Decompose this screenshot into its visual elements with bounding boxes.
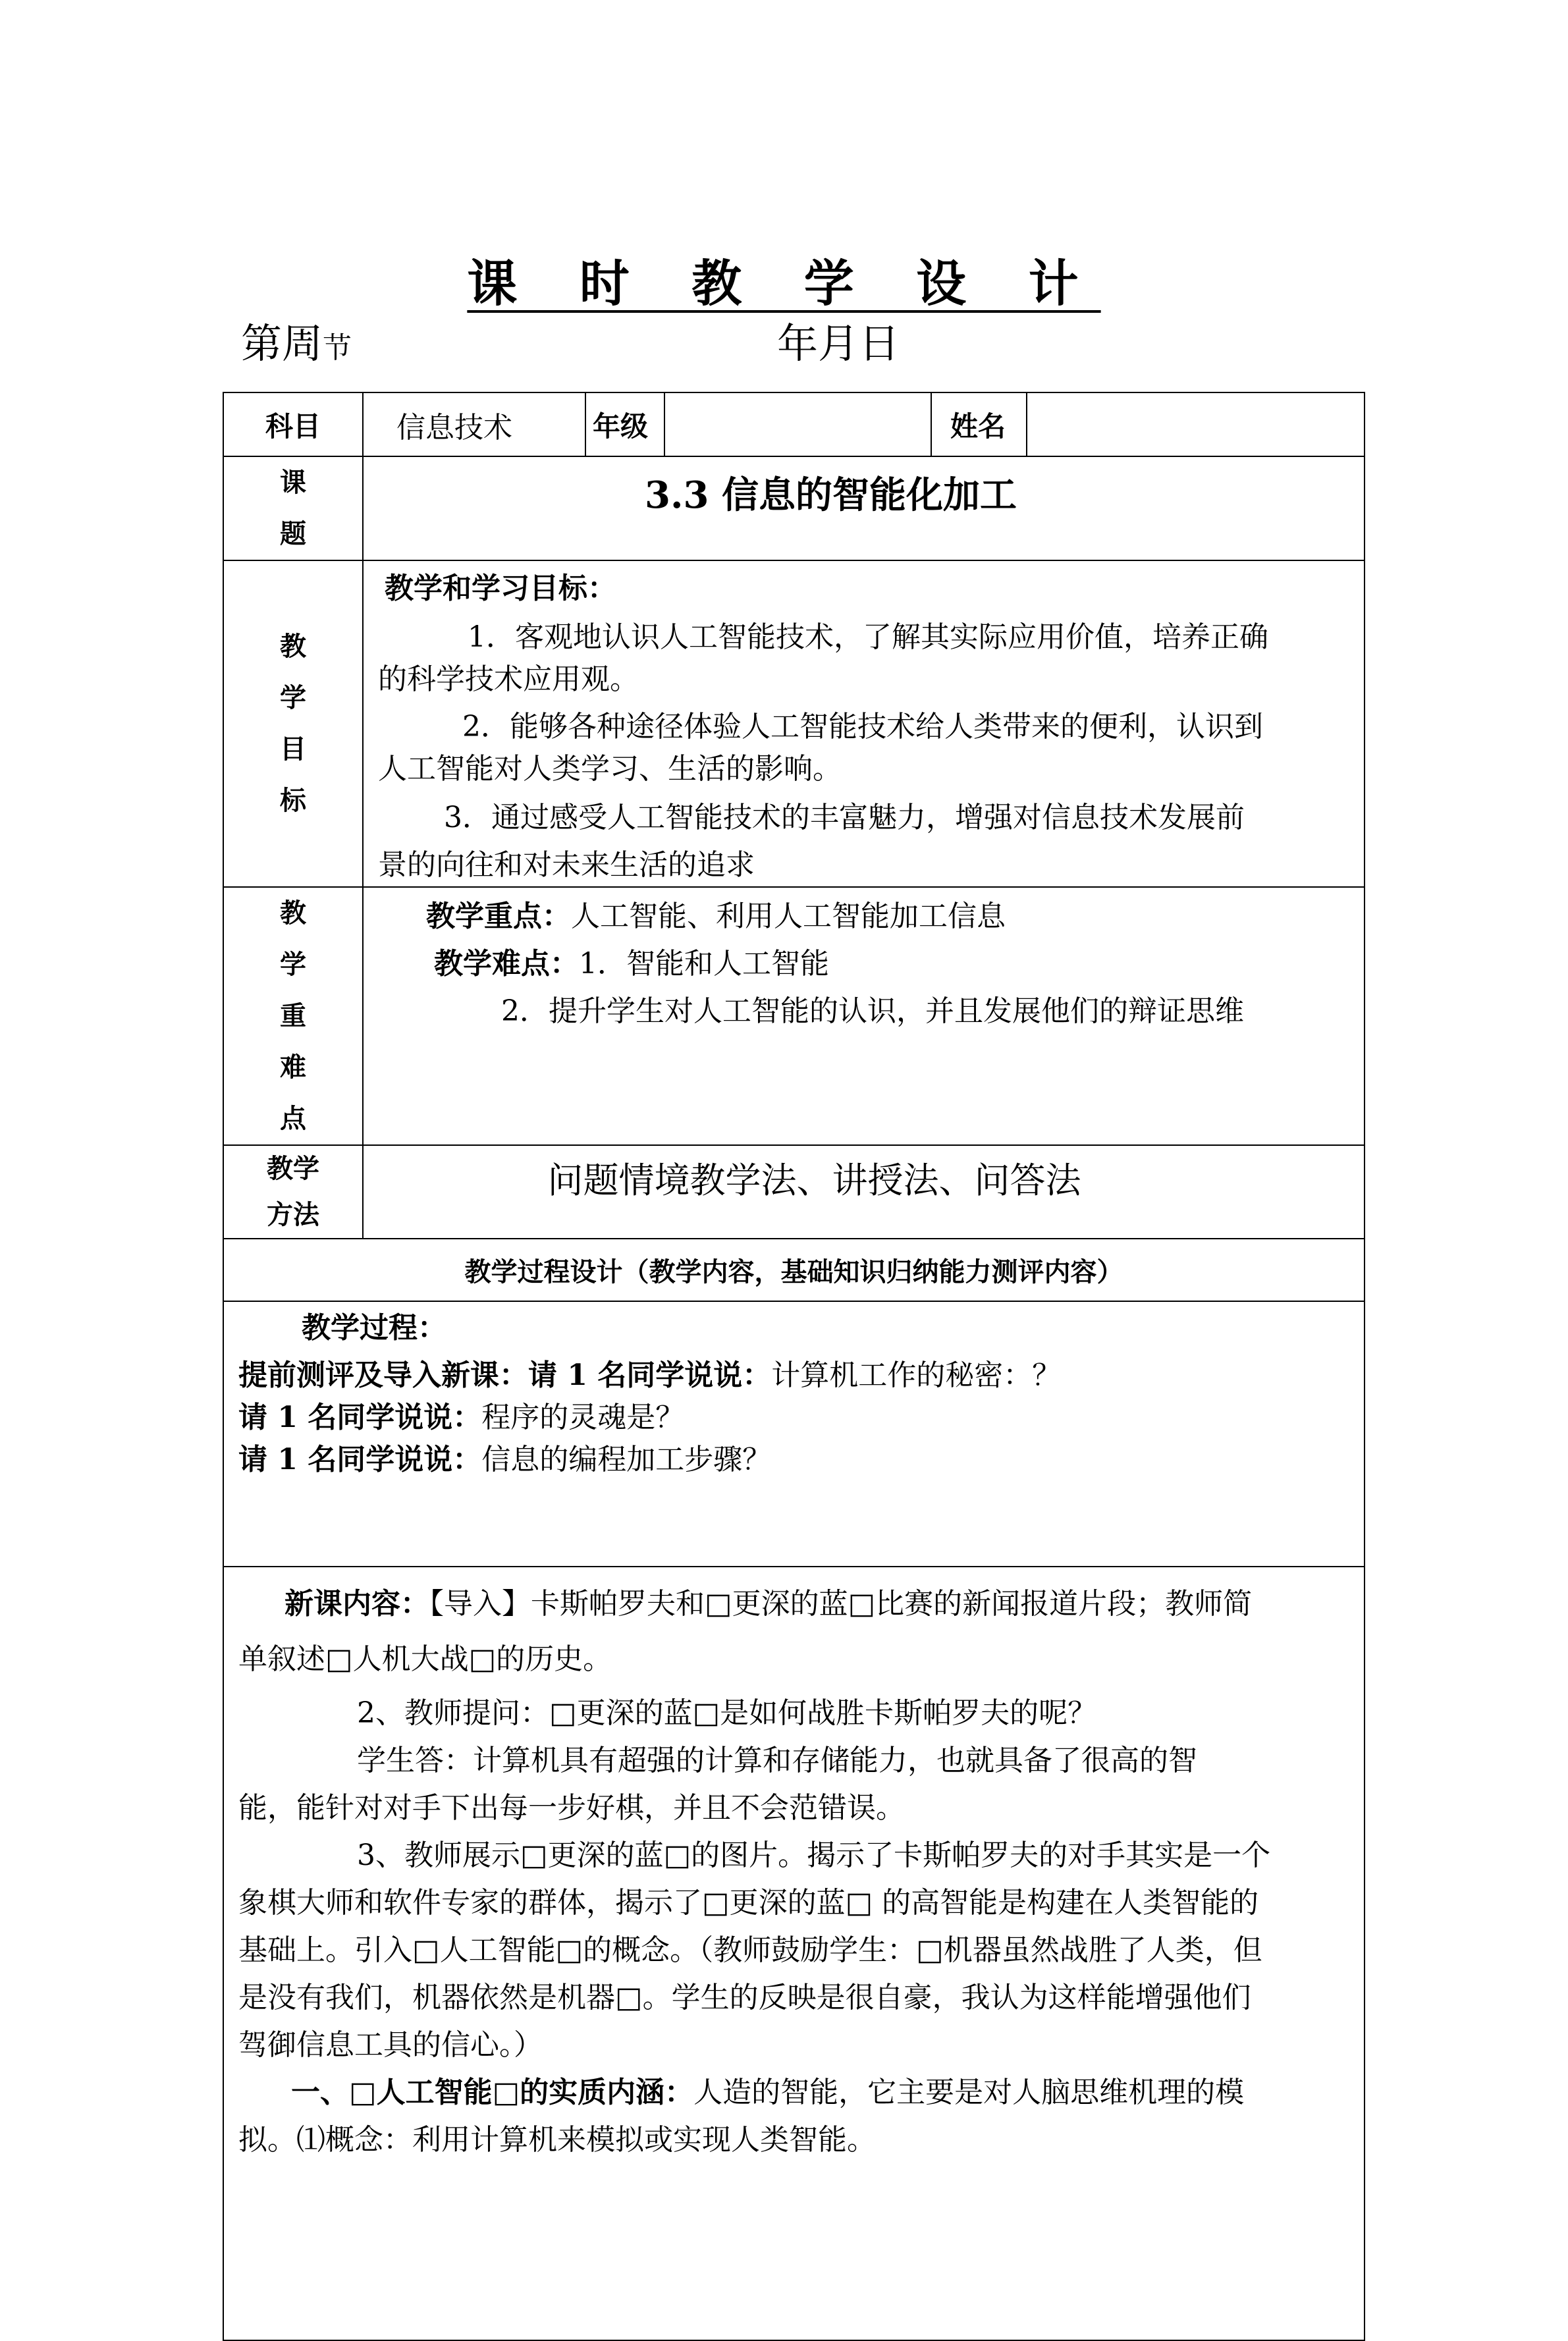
objectives-label-char: 学: [280, 682, 306, 713]
week-section-line: [241, 311, 352, 369]
section-one-label: 一、□人工智能□的实质内涵：: [291, 2076, 694, 2109]
process-q3-value: 信息的编程加工步骤？: [481, 1443, 772, 1476]
key-point-value: 人工智能、利用人工智能加工信息: [571, 900, 1006, 933]
objective-line: 1．客观地认识人工智能技术，了解其实际应用价值，培养正确: [468, 620, 1268, 654]
process-heading: 教学过程：: [302, 1311, 446, 1345]
objective-line: 2．能够各种途径体验人工智能技术给人类带来的便利，认识到: [462, 710, 1263, 743]
new-lesson-row: [223, 1567, 1365, 2340]
difficult-point-line: 2．提升学生对人工智能的认识，并且发展他们的辩证思维: [501, 994, 1244, 1028]
objective-line: 3．通过感受人工智能技术的丰富魅力，增强对信息技术发展前: [444, 801, 1245, 834]
new-lesson-label: 新课内容：: [284, 1587, 429, 1621]
method-row: [223, 1145, 1365, 1239]
process-header-row: [223, 1239, 1365, 1301]
method-label-line: 教学: [267, 1153, 319, 1184]
key-points-label-char: 难: [280, 1052, 306, 1083]
objective-line: 人工智能对人类学习、生活的影响。: [378, 752, 842, 786]
process-header: 教学过程设计（教学内容，基础知识归纳能力测评内容）: [223, 1239, 1365, 1301]
objectives-label: [223, 560, 363, 887]
new-lesson-line: [238, 1576, 1355, 1632]
section-one-line: [238, 2069, 1355, 2116]
objective-line: 的科学技术应用观。: [378, 662, 639, 696]
week-label: 第周: [241, 319, 323, 367]
topic-label: [223, 456, 363, 560]
key-points-label-char: 点: [280, 1103, 306, 1134]
section-label: 节: [323, 331, 352, 365]
date-label: 年月日: [777, 319, 900, 367]
objectives-label-char: 教: [280, 631, 306, 662]
subject-label: 科目: [223, 392, 363, 456]
paragraph-line: 3、教师展示□更深的蓝□的图片。揭示了卡斯帕罗夫的对手其实是一个: [357, 1839, 1271, 1872]
process-pre-label: 提前测评及导入新课：请 1 名同学说说：: [238, 1359, 772, 1392]
key-points-label-char: 学: [280, 949, 306, 980]
topic-label-char: 题: [280, 518, 306, 549]
key-points-label-char: 教: [280, 898, 306, 928]
objectives-heading: 教学和学习目标：: [385, 572, 616, 605]
topic-value: 3.3 信息的智能化加工: [363, 456, 1365, 560]
key-points-content: [363, 887, 1365, 1145]
section-one-line: 拟。⑴概念：利用计算机来模拟或实现人类智能。: [238, 2123, 876, 2157]
process-line: [238, 1397, 1355, 1439]
method-value: 问题情境教学法、讲授法、问答法: [363, 1145, 1365, 1239]
paragraph-line: 象棋大师和软件专家的群体，揭示了□更深的蓝□ 的高智能是构建在人类智能的: [238, 1886, 1259, 1920]
grade-label: 年级: [585, 392, 664, 456]
process-q2-value: 程序的灵魂是？: [481, 1401, 685, 1434]
difficult-point-value: 1．智能和人工智能: [579, 947, 829, 981]
method-label: [223, 1145, 363, 1239]
process-q2-label: 请 1 名同学说说：: [238, 1401, 482, 1434]
process-row: [223, 1301, 1365, 1567]
new-lesson-line: 单叙述□人机大战□的历史。: [238, 1642, 612, 1676]
topic-label-char: 课: [280, 467, 306, 498]
difficult-point-label: 教学难点：: [434, 947, 579, 981]
paragraph-line: 驾御信息工具的信心。）: [238, 2028, 543, 2062]
name-value: [1027, 392, 1365, 456]
objectives-content: [363, 560, 1365, 887]
key-point-label: 教学重点：: [426, 900, 571, 933]
key-points-label: [223, 887, 363, 1145]
objectives-label-char: 标: [280, 785, 306, 816]
process-line: [238, 1355, 1355, 1397]
new-lesson-value: 【导入】卡斯帕罗夫和□更深的蓝□比赛的新闻报道片段；教师简: [429, 1587, 1253, 1621]
paragraph-line: 基础上。引入□人工智能□的概念。（教师鼓励学生：□机器虽然战胜了人类，但: [238, 1933, 1262, 1967]
difficult-point-line: [426, 940, 1357, 988]
paragraph-line: 2、教师提问：□更深的蓝□是如何战胜卡斯帕罗夫的呢？: [357, 1696, 1097, 1730]
name-label: 姓名: [931, 392, 1027, 456]
topic-row: [223, 456, 1365, 560]
key-point-line: [426, 893, 1357, 940]
process-pre-value: 计算机工作的秘密：？: [771, 1359, 1062, 1392]
process-line: [238, 1439, 1355, 1481]
new-lesson-content: [223, 1567, 1365, 2340]
key-points-label-char: 重: [280, 1000, 306, 1031]
subject-value: 信息技术: [363, 392, 585, 456]
section-one-value: 人造的智能，它主要是对人脑思维机理的模: [693, 2076, 1245, 2109]
objective-line: 景的向往和对未来生活的追求: [378, 848, 755, 882]
paragraph-line: 是没有我们，机器依然是机器□。学生的反映是很自豪，我认为这样能增强他们: [238, 1981, 1251, 2014]
objectives-label-char: 目: [280, 734, 306, 765]
paragraph-line: 能，能针对对手下出每一步好棋，并且不会范错误。: [238, 1791, 905, 1825]
lesson-plan-table: [223, 392, 1365, 2341]
info-row: [223, 392, 1365, 456]
process-q3-label: 请 1 名同学说说：: [238, 1443, 482, 1476]
grade-value: [664, 392, 931, 456]
key-points-row: [223, 887, 1365, 1145]
paragraph-line: 学生答：计算机具有超强的计算和存储能力，也就具备了很高的智: [357, 1744, 1197, 1777]
method-label-line: 方法: [267, 1199, 319, 1230]
objectives-row: [223, 560, 1365, 887]
process-content: [223, 1301, 1365, 1567]
document-title: 课 时 教 学 设 计: [467, 254, 1101, 313]
